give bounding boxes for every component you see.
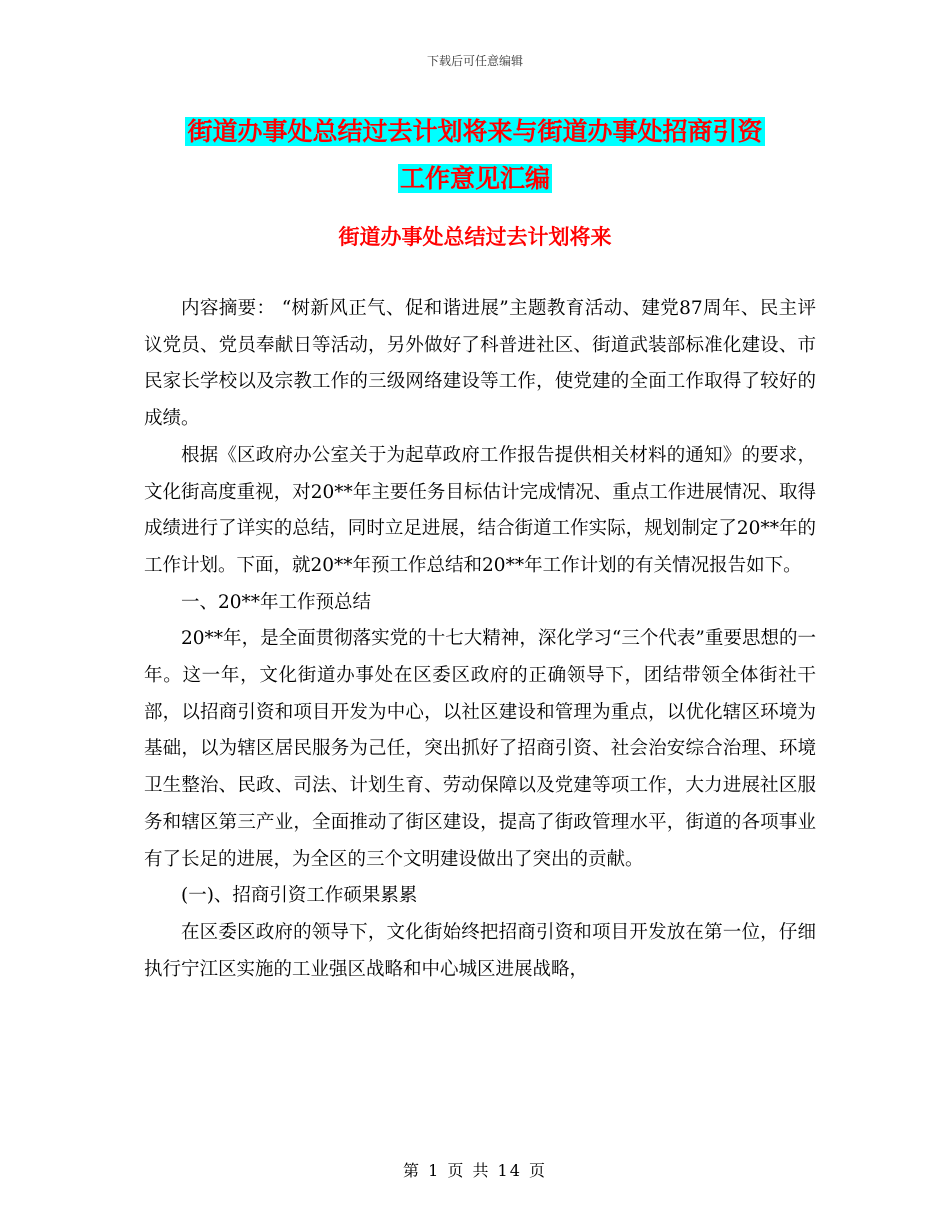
- body-text: [144, 291, 816, 988]
- heading-section-1: 一、20**年工作预总结: [181, 591, 372, 613]
- title-line-1: 街道办事处总结过去计划将来与街道办事处招商引资: [187, 117, 763, 146]
- paragraph-investment: 在区委区政府的领导下，文化街始终把招商引资和项目开发放在第一位，仔细执行宁江区实施的工业强区战略和中心城区进展战略，: [144, 921, 816, 980]
- paragraph-summary: 20**年，是全面贯彻落实党的十七大精神，深化学习“三个代表”重要思想的一年。这一年，文化街道办事处在区委区政府的正确领导下，团结带领全体街社干部，以招商引资和项目开发为中心，以社区建设和管理为重点，以优化辖区环境为基础，以为辖区居民服务为己任，突出抓好了招商引资、社会治安综合治理、环境卫生整治、民政、司法、计划生育、劳动保障以及党建等项工作，大力进展社区服务和辖区第三产业，全面推动了街区建设，提高了街政管理水平，街道的各项事业有了长足的进展，为全区的三个文明建设做出了突出的贡献。: [144, 628, 816, 870]
- title-line-2: 工作意见汇编: [399, 164, 550, 193]
- document-title: [0, 108, 950, 202]
- section-title: 街道办事处总结过去计划将来: [338, 225, 612, 249]
- page-footer: 第 1 页 共 14 页: [403, 1161, 547, 1180]
- header-note: 下载后可任意编辑: [426, 54, 523, 68]
- paragraph-abstract: 内容摘要： “树新风正气、促和谐进展”主题教育活动、建党87周年、民主评议党员、党员奉献日等活动，另外做好了科普进社区、街道武装部标准化建设、市民家长学校以及宗教工作的三级网络建设等工作，使党建的全面工作取得了较好的成绩。: [144, 298, 816, 430]
- heading-subsection-1: (一)、招商引资工作硕果累累: [181, 885, 418, 907]
- paragraph-intro: 根据《区政府办公室关于为起草政府工作报告提供相关材料的通知》的要求，文化街高度重视，对20**年主要任务目标估计完成情况、重点工作进展情况、取得成绩进行了详实的总结，同时立足进展，结合街道工作实际，规划制定了20**年的工作计划。下面，就20**年预工作总结和20**年工作计划的有关情况报告如下。: [144, 444, 816, 576]
